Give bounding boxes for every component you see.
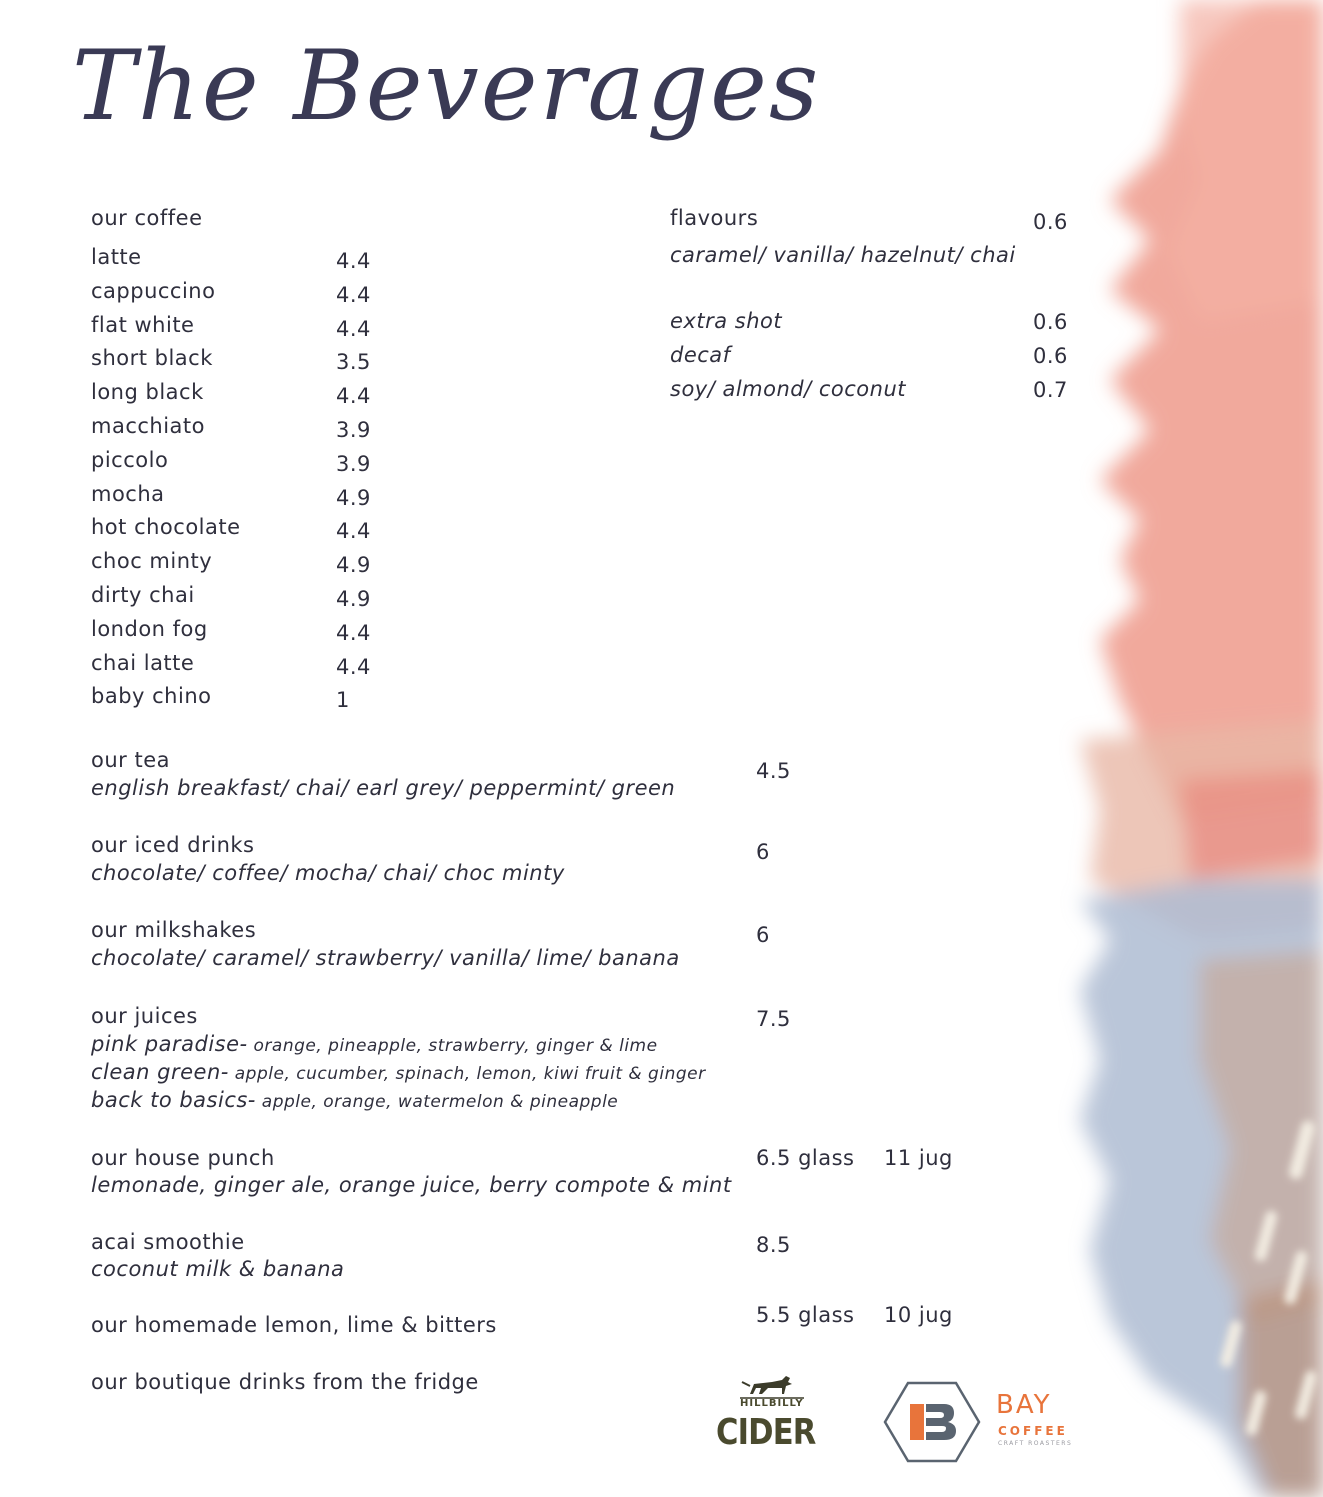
boutique-heading: our boutique drinks from the fridge [91,1370,479,1394]
flavours-list: caramel/ vanilla/ hazelnut/ chai [670,243,1016,267]
juice-item [91,1032,658,1056]
bay-text: BAY [996,1390,1052,1420]
coffee-item-price: 4.4 [336,384,371,408]
coffee-item-price: 3.9 [336,452,371,476]
extra-item-name: soy/ almond/ coconut [670,377,907,401]
coffee-item-name: cappuccino [91,279,216,303]
coffee-item-price: 4.4 [336,621,371,645]
iced-price: 6 [756,840,770,864]
coffee-item-price: 3.5 [336,350,371,374]
coffee-item-name: macchiato [91,414,206,438]
juices-price: 7.5 [756,1007,791,1031]
coffee-item-name: mocha [91,482,165,506]
iced-desc: chocolate/ coffee/ mocha/ chai/ choc minty [91,861,565,885]
juice-desc: apple, cucumber, spinach, lemon, kiwi fruit & ginger [228,1064,706,1084]
coffee-item-name: hot chocolate [91,515,241,539]
coffee-item-name: latte [91,245,142,269]
juices-heading: our juices [91,1004,198,1028]
juice-desc: apple, orange, watermelon & pineapple [255,1092,619,1112]
hillbilly-cider-logo [712,1372,832,1462]
coffee-item-name: chai latte [91,651,195,675]
coffee-heading: our coffee [91,206,203,230]
coffee-item-price: 4.4 [336,317,371,341]
extra-item-price: 0.6 [1033,310,1068,334]
coffee-item-price: 4.4 [336,249,371,273]
craft-roasters-text: CRAFT ROASTERS [998,1440,1073,1447]
milkshakes-price: 6 [756,923,770,947]
extra-item-name: extra shot [670,309,783,333]
coffee-item-price: 4.4 [336,655,371,679]
coffee-item-name: piccolo [91,448,169,472]
bay-coffee-logo [882,1380,1092,1464]
juice-name: pink paradise- [91,1032,248,1056]
flavours-heading: flavours [670,206,759,230]
tea-heading: our tea [91,748,170,772]
coffee-item-price: 4.4 [336,283,371,307]
lemon-jug-price: 10 jug [884,1303,953,1327]
coffee-item-name: london fog [91,617,208,641]
juice-desc: orange, pineapple, strawberry, ginger & lime [247,1036,658,1056]
lemon-glass-price: 5.5 glass [756,1303,855,1327]
coffee-text: COFFEE [998,1424,1068,1438]
acai-desc: coconut milk & banana [91,1257,345,1281]
juice-item [91,1088,618,1112]
punch-glass-price: 6.5 glass [756,1146,855,1170]
tea-price: 4.5 [756,759,791,783]
punch-desc: lemonade, ginger ale, orange juice, berry compote & mint [91,1173,732,1197]
coffee-item-price: 4.4 [336,519,371,543]
lemon-heading: our homemade lemon, lime & bitters [91,1313,497,1337]
juice-name: clean green- [91,1060,229,1084]
extra-item-price: 0.6 [1033,344,1068,368]
coffee-item-name: flat white [91,313,195,337]
coffee-item-price: 1 [336,688,350,712]
juice-name: back to basics- [91,1088,256,1112]
coffee-item-price: 4.9 [336,553,371,577]
coffee-item-name: long black [91,380,204,404]
extra-item-price: 0.7 [1033,378,1068,402]
punch-jug-price: 11 jug [884,1146,953,1170]
cider-text: CIDER [716,1412,816,1453]
juice-item [91,1060,706,1084]
acai-heading: acai smoothie [91,1230,245,1254]
tea-desc: english breakfast/ chai/ earl grey/ peppermint/ green [91,776,676,800]
coffee-item-name: short black [91,346,213,370]
coffee-item-price: 4.9 [336,486,371,510]
punch-heading: our house punch [91,1146,275,1170]
flavours-price: 0.6 [1033,210,1068,234]
hillbilly-text: HILLBILLY [740,1398,804,1409]
milkshakes-heading: our milkshakes [91,918,257,942]
coffee-item-name: dirty chai [91,583,195,607]
coffee-item-price: 4.9 [336,587,371,611]
extra-item-name: decaf [670,343,731,367]
acai-price: 8.5 [756,1233,791,1257]
coffee-item-name: choc minty [91,549,213,573]
coffee-item-price: 3.9 [336,418,371,442]
bay-hexagon-icon [882,1380,982,1464]
coffee-item-name: baby chino [91,684,212,708]
milkshakes-desc: chocolate/ caramel/ strawberry/ vanilla/ lime/ banana [91,946,680,970]
iced-heading: our iced drinks [91,833,255,857]
page-title: The Beverages [72,30,821,142]
